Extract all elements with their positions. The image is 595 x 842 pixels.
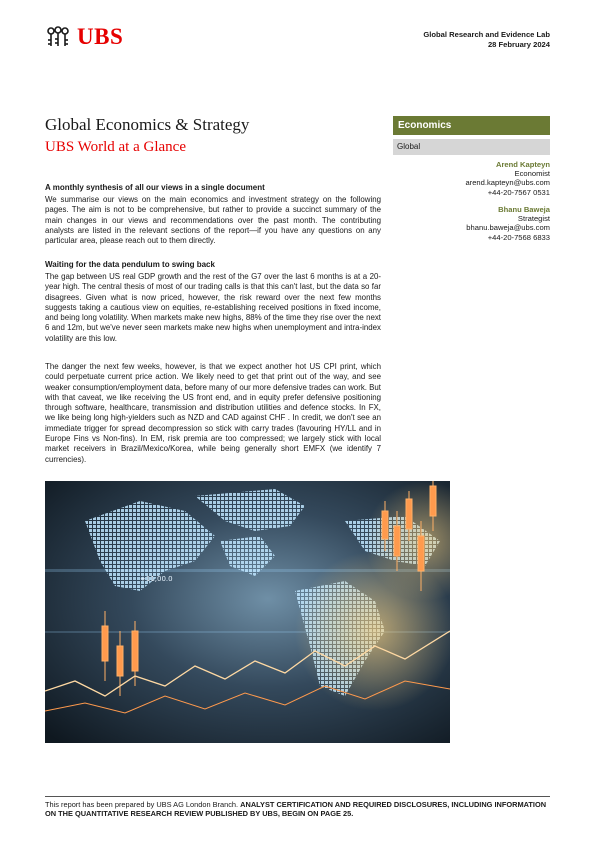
report-date: 28 February 2024: [487, 40, 550, 49]
section-paragraph: We summarise our views on the main economics and investment strategy on the following pages. The aim is not to be comprehensive, but rather to provide a succinct summary of the main changes in our views and recommendations over the past month. The contributing analysts are listed in the relevant sections of the report—if you have any questions on any particular area, please reach out to them directly.: [45, 195, 381, 246]
report-title: Global Economics & Strategy: [45, 115, 250, 134]
footer-text: This report has been prepared by UBS AG London Branch.: [45, 800, 239, 809]
footer-divider: [45, 796, 550, 797]
world-map-chart-illustration: [45, 481, 450, 743]
cover-image: [45, 481, 450, 743]
header-meta: [423, 30, 550, 50]
analyst-phone: +44-20-7568 6833: [487, 232, 550, 242]
keys-icon: [45, 26, 71, 48]
section-heading: Waiting for the data pendulum to swing back: [45, 260, 215, 269]
analyst-email[interactable]: bhanu.baweja@ubs.com: [466, 223, 550, 233]
analyst-card: [466, 205, 550, 242]
brand-name: UBS: [77, 24, 124, 49]
report-subtitle: UBS World at a Glance: [45, 139, 186, 155]
disclosure-footer: [45, 800, 555, 818]
section-paragraph: The danger the next few weeks, however, is that we expect another hot US CPI print, which could perpetuate current price action. We likely need to get that print out of the way, and see weaker consumption/employment data, before many of our more defensive trades can work. But with that caveat, we like receiving the US front end, and in equity prefer defensive positioning through software, healthcare, transmission and distribution utilities and defence stocks. In FX, we like being long high-yielders such as NZD and CAD against CHF . In credit, we don't see an immediate trigger for spread decompression so stick with carry trades (favouring HY/LL and in Europe Fins vs Non-fins). In EM, risk premia are too compressed; we largely stick with local market receivers in Brazil/Mexico/Korea, while being generally short EMFX (we identify 7 currencies).: [45, 362, 381, 464]
image-overlay-label: +11,00.0: [140, 575, 173, 583]
analyst-role: Strategist: [517, 214, 550, 224]
region-bar: Global: [393, 139, 550, 155]
analyst-role: Economist: [514, 169, 550, 179]
category-bar: Economics: [393, 116, 550, 135]
analyst-name: Bhanu Baweja: [498, 205, 550, 214]
analyst-phone: +44-20-7567 0531: [487, 187, 550, 197]
analyst-email[interactable]: arend.kapteyn@ubs.com: [465, 178, 550, 188]
department-label: Global Research and Evidence Lab: [423, 30, 550, 39]
footer-disclosure-text: ANALYST CERTIFICATION AND REQUIRED DISCLOSURES, INCLUDING INFORMATION ON THE QUANTITATIVE RESEARCH REVIEW PUBLISHED BY UBS, BEGIN ON PAGE 25.: [45, 800, 547, 819]
section-heading: A monthly synthesis of all our views in a single document: [45, 183, 265, 192]
section-paragraph: The gap between US real GDP growth and the rest of the G7 over the last 6 months is at a 20-year high. The central thesis of most of our trading calls is that this can't last, but the data so far disagrees. Given what is now priced, however, the risk reward over the next few months suggests taking a cautious view on equities, re-establishing received positions in fixed income, and being long volatility. When markets make new highs, 88% of the time they rise over the next 6 and 12m, but we've never seen markets make new highs when unemployment and intra-index volatility are this low.: [45, 272, 381, 343]
analyst-name: Arend Kapteyn: [495, 160, 550, 169]
analyst-card: [465, 160, 550, 197]
ubs-logo: [45, 26, 123, 48]
